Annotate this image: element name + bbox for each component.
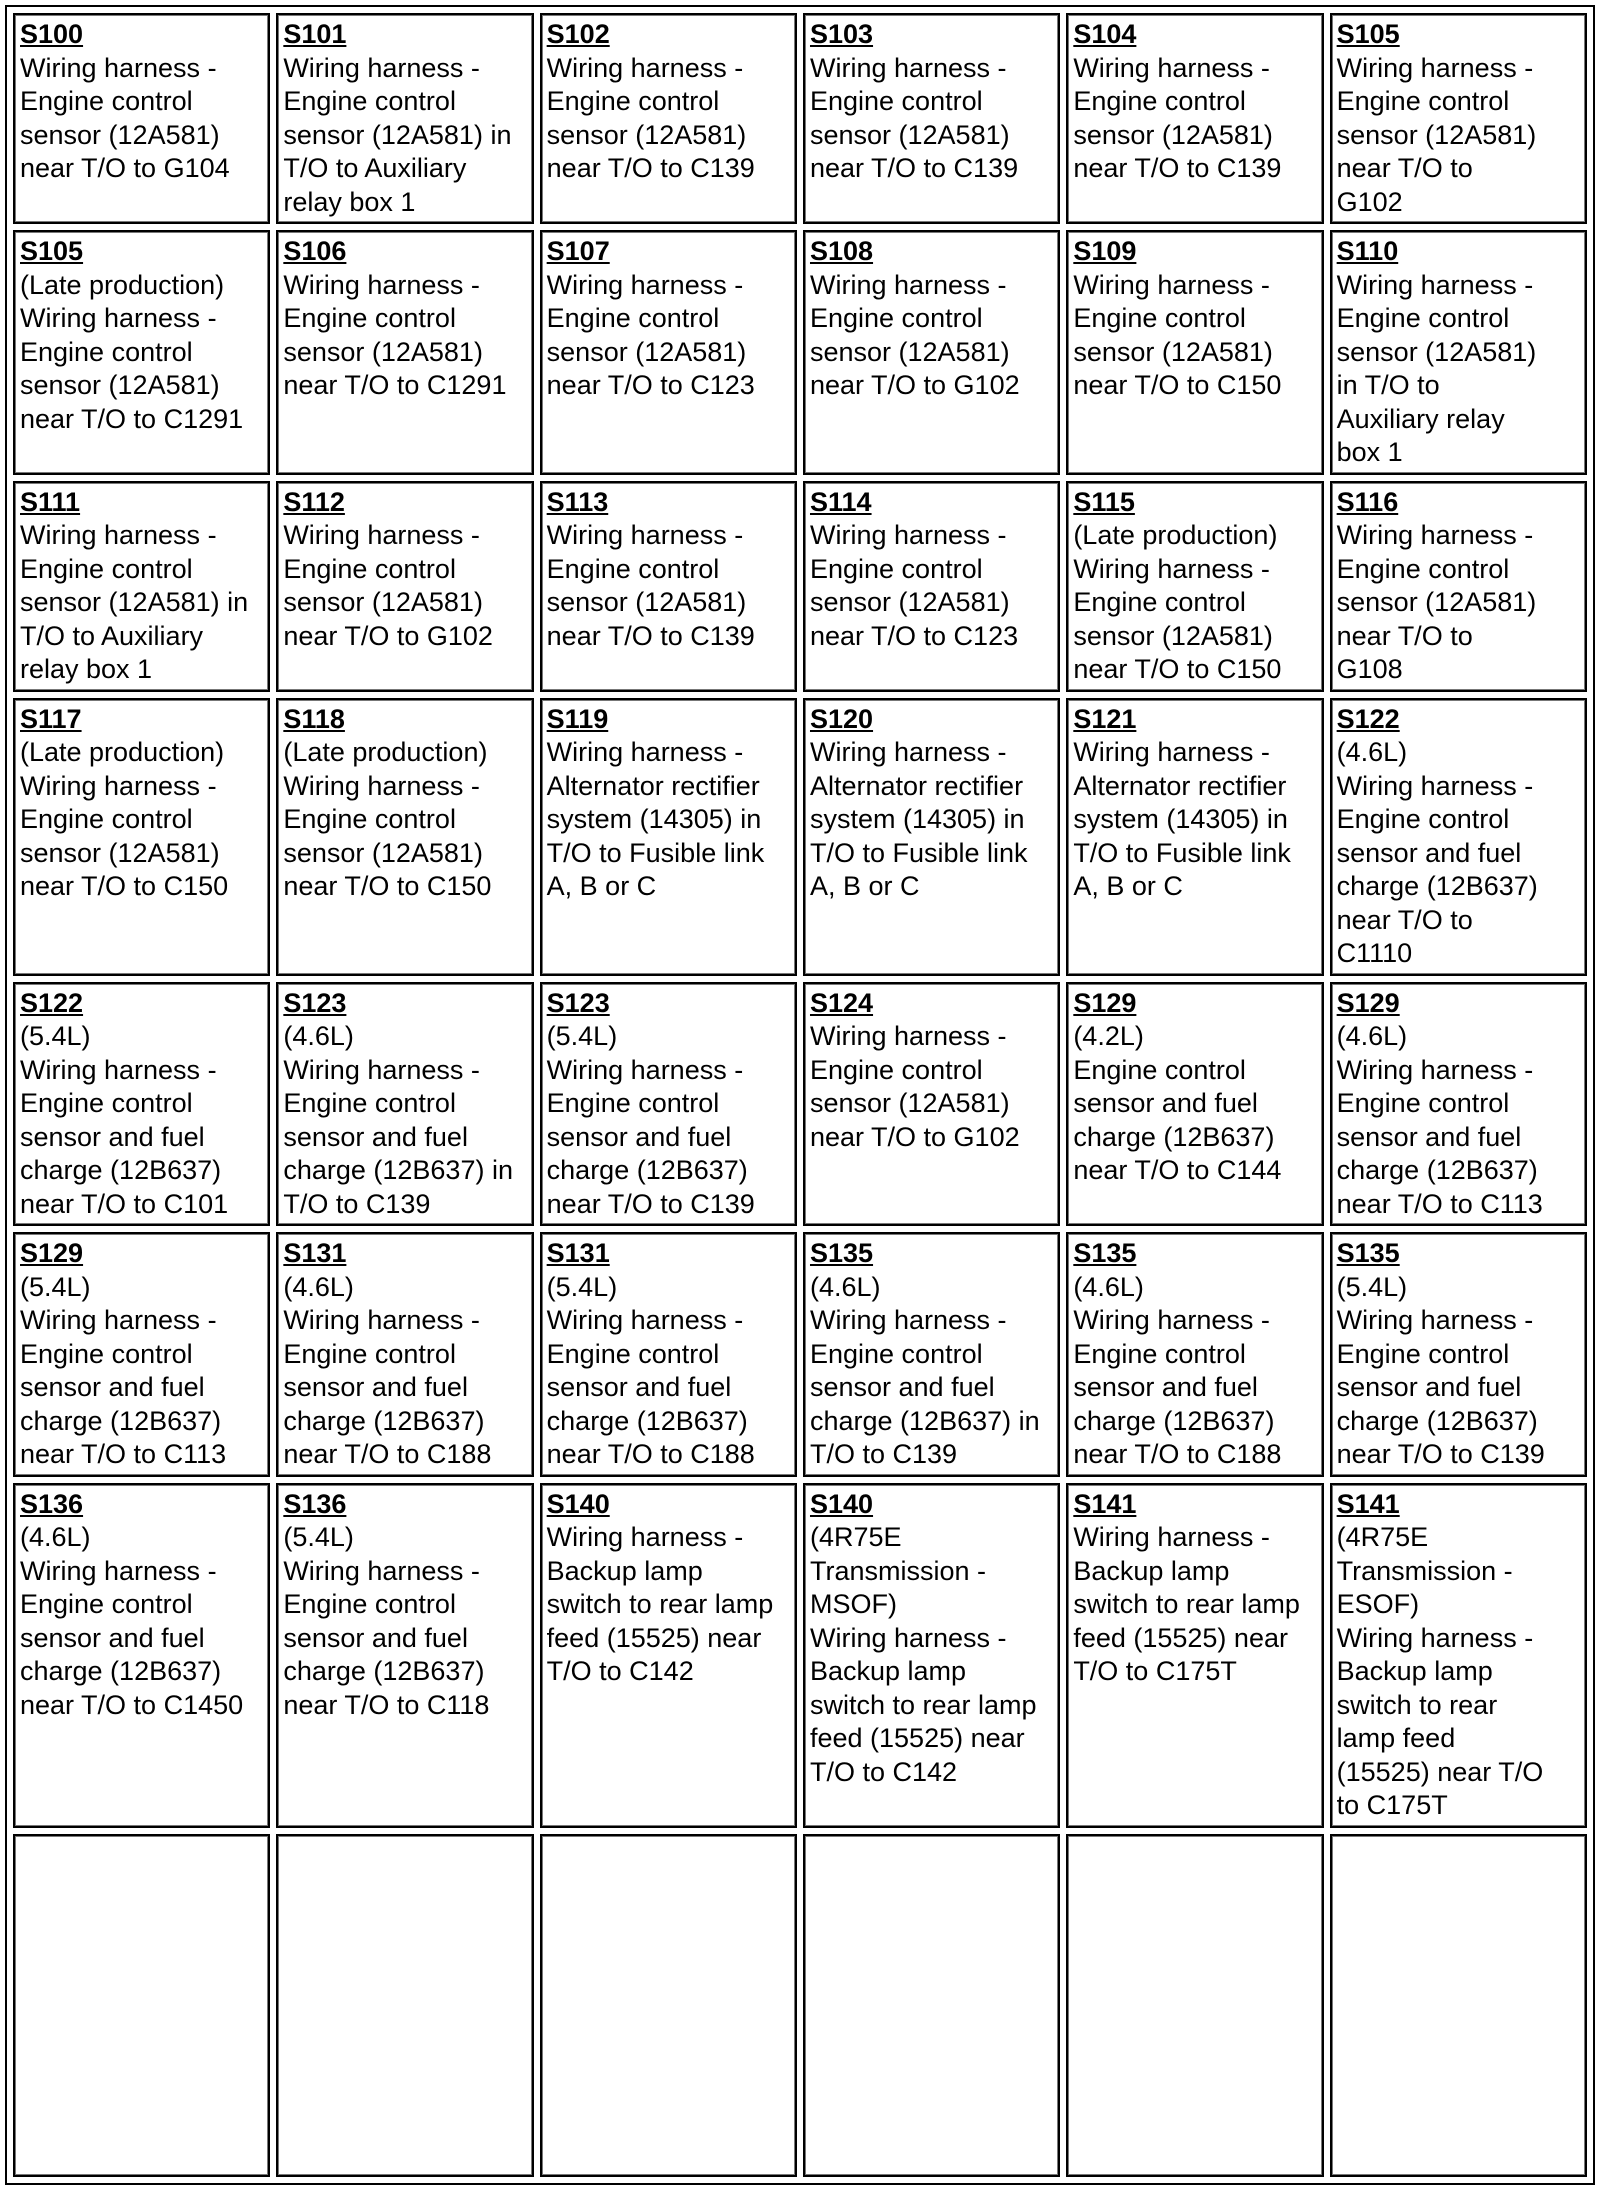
splice-cell bbox=[13, 1834, 270, 2177]
splice-description: Wiring harness - Engine control sensor (12A581) near T/O to C150 bbox=[1073, 269, 1282, 400]
splice-id: S117 bbox=[20, 703, 82, 734]
splice-id: S105 bbox=[1336, 19, 1400, 49]
splice-description: (4.6L) Wiring harness - Engine control sensor and fuel charge (12B637) near T/O to C188 bbox=[283, 1271, 492, 1469]
splice-cell bbox=[803, 698, 1060, 976]
splice-cell bbox=[276, 1232, 533, 1477]
splice-description: (4.2L) Engine control sensor and fuel charge (12B637) near T/O to C144 bbox=[1073, 1021, 1282, 1185]
splice-description: (4.6L) Wiring harness - Engine control sensor and fuel charge (12B637) in T/O to C139 bbox=[809, 1271, 1040, 1469]
splice-description: (4R75E Transmission - MSOF) Wiring harness - Backup lamp switch to rear lamp feed (15525) near T/O to C142 bbox=[809, 1522, 1037, 1787]
splice-cell bbox=[1066, 698, 1323, 976]
splice-cell bbox=[1066, 1483, 1323, 1828]
table-row bbox=[13, 1232, 1587, 1477]
splice-cell bbox=[803, 1483, 1060, 1828]
splice-cell bbox=[1330, 230, 1587, 475]
splice-description: (5.4L) Wiring harness - Engine control sensor and fuel charge (12B637) near T/O to C118 bbox=[283, 1522, 490, 1720]
splice-id: S110 bbox=[1336, 236, 1399, 266]
splice-cell bbox=[540, 481, 797, 692]
splice-cell bbox=[1330, 13, 1587, 224]
splice-description: Wiring harness - Alternator rectifier system (14305) in T/O to Fusible link A, B or C bbox=[546, 737, 765, 901]
splice-description: Wiring harness - Engine control sensor (12A581) near T/O to C139 bbox=[546, 52, 755, 183]
splice-cell bbox=[803, 13, 1060, 224]
splice-id: S102 bbox=[546, 19, 610, 49]
splice-cell bbox=[276, 982, 533, 1227]
splice-cell bbox=[1330, 698, 1587, 976]
splice-cell bbox=[540, 13, 797, 224]
table-row bbox=[13, 1483, 1587, 1828]
splice-id: S103 bbox=[809, 19, 874, 49]
splice-cell bbox=[540, 1232, 797, 1477]
splice-cell bbox=[13, 1483, 270, 1828]
splice-id: S100 bbox=[20, 19, 84, 49]
splice-id: S141 bbox=[1073, 1488, 1137, 1519]
splice-id: S136 bbox=[283, 1488, 347, 1519]
splice-id: S131 bbox=[283, 1238, 347, 1268]
splice-description: (4.6L) Wiring harness - Engine control sensor and fuel charge (12B637) near T/O to C188 bbox=[1073, 1271, 1282, 1469]
splice-id: S140 bbox=[546, 1488, 610, 1519]
splice-cell bbox=[1330, 1834, 1587, 2177]
splice-cell bbox=[540, 698, 797, 976]
splice-id: S101 bbox=[283, 19, 347, 49]
splice-description: Wiring harness - Backup lamp switch to rear lamp feed (15525) near T/O to C142 bbox=[546, 1522, 774, 1686]
splice-id: S121 bbox=[1073, 703, 1137, 734]
splice-cell bbox=[1066, 481, 1323, 692]
splice-description: (5.4L) Wiring harness - Engine control sensor and fuel charge (12B637) near T/O to C139 bbox=[546, 1021, 755, 1219]
table-row bbox=[13, 698, 1587, 976]
splice-cell bbox=[13, 1232, 270, 1477]
splice-description: Wiring harness - Engine control sensor (12A581) in T/O to Auxiliary relay box 1 bbox=[1336, 269, 1537, 467]
splice-description: (Late production) Wiring harness - Engine control sensor (12A581) near T/O to C150 bbox=[20, 737, 229, 901]
splice-description: Wiring harness - Engine control sensor (12A581) near T/O to C139 bbox=[546, 520, 755, 651]
table-row bbox=[13, 481, 1587, 692]
splice-cell bbox=[1330, 481, 1587, 692]
splice-description: (4.6L) Wiring harness - Engine control sensor and fuel charge (12B637) near T/O to C1110 bbox=[1336, 737, 1538, 968]
splice-cell bbox=[13, 230, 270, 475]
splice-description: (Late production) Wiring harness - Engine control sensor (12A581) near T/O to C1291 bbox=[20, 269, 244, 434]
splice-cell bbox=[1330, 1483, 1587, 1828]
splice-description: Wiring harness - Engine control sensor (12A581) near T/O to C123 bbox=[546, 269, 755, 400]
splice-id: S107 bbox=[546, 236, 610, 266]
splice-description: Wiring harness - Engine control sensor (12A581) near T/O to C139 bbox=[1073, 52, 1282, 183]
splice-cell bbox=[13, 982, 270, 1227]
splice-cell bbox=[276, 230, 533, 475]
splice-id: S124 bbox=[809, 987, 874, 1018]
table-row bbox=[13, 230, 1587, 475]
splice-description: (5.4L) Wiring harness - Engine control sensor and fuel charge (12B637) near T/O to C113 bbox=[20, 1271, 227, 1469]
splice-description: Wiring harness - Alternator rectifier system (14305) in T/O to Fusible link A, B or C bbox=[1073, 737, 1291, 901]
splice-cell bbox=[540, 1483, 797, 1828]
splice-cell bbox=[1330, 982, 1587, 1227]
splice-description: (5.4L) Wiring harness - Engine control sensor and fuel charge (12B637) near T/O to C188 bbox=[546, 1271, 755, 1469]
splice-description: Wiring harness - Engine control sensor (12A581) near T/O to G104 bbox=[20, 52, 230, 183]
splice-id: S105 bbox=[20, 236, 84, 266]
splice-id: S129 bbox=[1336, 987, 1400, 1018]
splice-description: Wiring harness - Engine control sensor (12A581) in T/O to Auxiliary relay box 1 bbox=[283, 52, 512, 217]
splice-cell bbox=[1066, 230, 1323, 475]
splice-id: S122 bbox=[20, 987, 84, 1018]
splice-id: S118 bbox=[283, 703, 345, 734]
splice-cell bbox=[803, 1232, 1060, 1477]
splice-description: Wiring harness - Engine control sensor (12A581) in T/O to Auxiliary relay box 1 bbox=[20, 520, 249, 684]
splice-id: S131 bbox=[546, 1238, 610, 1268]
splice-id: S123 bbox=[546, 987, 610, 1018]
splice-description: (5.4L) Wiring harness - Engine control sensor and fuel charge (12B637) near T/O to C101 bbox=[20, 1021, 229, 1219]
splice-id: S112 bbox=[283, 486, 345, 517]
splice-id: S114 bbox=[809, 486, 872, 517]
table-row bbox=[13, 13, 1587, 224]
splice-cell bbox=[803, 982, 1060, 1227]
splice-id: S113 bbox=[546, 486, 609, 517]
splice-description: Wiring harness - Engine control sensor (12A581) near T/O to C139 bbox=[809, 52, 1019, 183]
splice-description: (Late production) Wiring harness - Engine control sensor (12A581) near T/O to C150 bbox=[283, 737, 492, 901]
splice-description: (4.6L) Wiring harness - Engine control sensor and fuel charge (12B637) near T/O to C1450 bbox=[20, 1522, 244, 1720]
splice-cell bbox=[276, 1483, 533, 1828]
splice-description: Wiring harness - Engine control sensor (12A581) near T/O to G102 bbox=[283, 520, 493, 651]
splice-description: (4R75E Transmission - ESOF) Wiring harness - Backup lamp switch to rear lamp feed (15525) near T/O to C175T bbox=[1336, 1522, 1544, 1820]
splice-description: Wiring harness - Engine control sensor (12A581) near T/O to G108 bbox=[1336, 520, 1537, 684]
splice-id: S115 bbox=[1073, 486, 1135, 517]
splice-id: S129 bbox=[20, 1238, 84, 1268]
splice-cell bbox=[540, 1834, 797, 2177]
splice-description: (5.4L) Wiring harness - Engine control sensor and fuel charge (12B637) near T/O to C139 bbox=[1336, 1271, 1545, 1469]
splice-id: S120 bbox=[809, 703, 874, 734]
splice-id: S135 bbox=[1073, 1238, 1137, 1268]
splice-description: Wiring harness - Engine control sensor (12A581) near T/O to C1291 bbox=[283, 269, 507, 400]
splice-id: S135 bbox=[1336, 1238, 1400, 1268]
splice-description: Wiring harness - Alternator rectifier system (14305) in T/O to Fusible link A, B or C bbox=[809, 737, 1028, 901]
table-row bbox=[13, 982, 1587, 1227]
splice-id: S141 bbox=[1336, 1488, 1400, 1519]
splice-cell bbox=[276, 698, 533, 976]
splice-id: S111 bbox=[20, 486, 81, 517]
splice-id: S104 bbox=[1073, 19, 1137, 49]
splice-id: S122 bbox=[1336, 703, 1400, 734]
splice-cell bbox=[276, 13, 533, 224]
splice-description: Wiring harness - Engine control sensor (12A581) near T/O to C123 bbox=[809, 520, 1019, 651]
splice-cell bbox=[13, 13, 270, 224]
splice-cell bbox=[1066, 1232, 1323, 1477]
splice-id: S123 bbox=[283, 987, 347, 1018]
splice-description: Wiring harness - Engine control sensor (12A581) near T/O to G102 bbox=[1336, 52, 1537, 217]
splice-id: S140 bbox=[809, 1488, 874, 1519]
splice-locations-table bbox=[5, 5, 1595, 2185]
splice-cell bbox=[1066, 1834, 1323, 2177]
splice-cell bbox=[13, 481, 270, 692]
splice-cell bbox=[803, 1834, 1060, 2177]
table-row bbox=[13, 1834, 1587, 2177]
splice-description: Wiring harness - Backup lamp switch to rear lamp feed (15525) near T/O to C175T bbox=[1073, 1522, 1300, 1686]
splice-cell bbox=[1330, 1232, 1587, 1477]
splice-id: S135 bbox=[809, 1238, 874, 1268]
splice-id: S129 bbox=[1073, 987, 1137, 1018]
splice-id: S109 bbox=[1073, 236, 1137, 266]
splice-cell bbox=[1066, 13, 1323, 224]
splice-id: S136 bbox=[20, 1488, 84, 1519]
splice-description: (Late production) Wiring harness - Engine control sensor (12A581) near T/O to C150 bbox=[1073, 520, 1282, 684]
splice-id: S116 bbox=[1336, 486, 1399, 517]
splice-description: (4.6L) Wiring harness - Engine control sensor and fuel charge (12B637) near T/O to C113 bbox=[1336, 1021, 1543, 1219]
splice-cell bbox=[13, 698, 270, 976]
splice-cell bbox=[1066, 982, 1323, 1227]
splice-id: S119 bbox=[546, 703, 609, 734]
splice-id: S108 bbox=[809, 236, 874, 266]
splice-cell bbox=[540, 982, 797, 1227]
splice-cell bbox=[276, 481, 533, 692]
splice-description: (4.6L) Wiring harness - Engine control sensor and fuel charge (12B637) in T/O to C139 bbox=[283, 1021, 513, 1219]
splice-description: Wiring harness - Engine control sensor (12A581) near T/O to G102 bbox=[809, 269, 1020, 400]
splice-description: Wiring harness - Engine control sensor (12A581) near T/O to G102 bbox=[809, 1021, 1020, 1152]
splice-cell bbox=[540, 230, 797, 475]
splice-id: S106 bbox=[283, 236, 347, 266]
splice-cell bbox=[803, 230, 1060, 475]
splice-cell bbox=[276, 1834, 533, 2177]
splice-cell bbox=[803, 481, 1060, 692]
